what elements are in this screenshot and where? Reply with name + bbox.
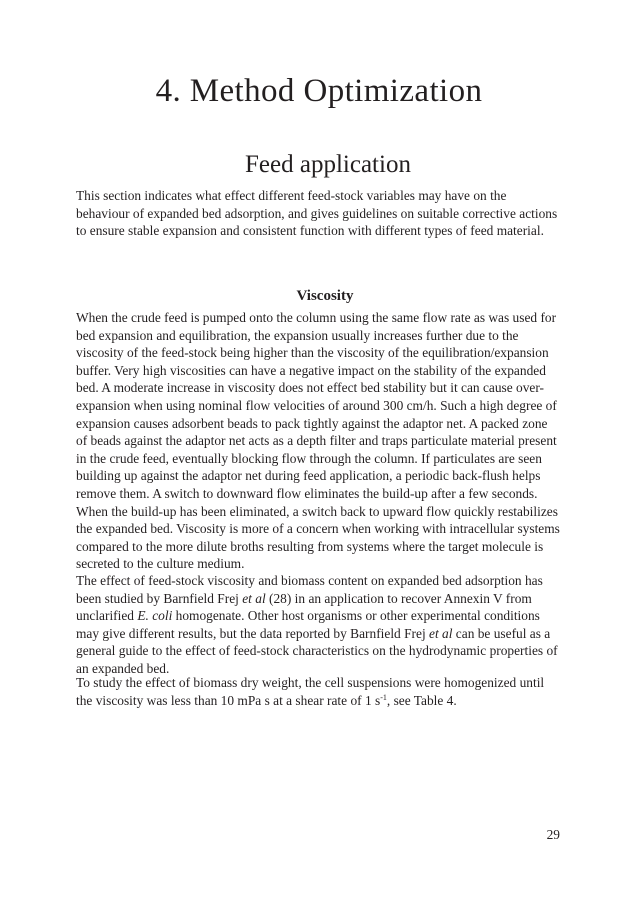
viscosity-paragraph-3 — [76, 674, 560, 709]
paragraph-2-text-3: homogenate. Other host organisms or other experimental conditions may give different results, but the data reported by Barnfield Frej — [76, 608, 540, 641]
paragraph-2-text-1: The effect of feed-stock viscosity and biomass content on expanded bed adsorption has been studied by Barnfield Frej — [76, 573, 543, 606]
paragraph-2-text-2: (28) in an application to recover Annexin V from unclarified — [76, 590, 532, 624]
paragraph-2-et-al-1: et al — [242, 590, 266, 606]
page-number: 29 — [546, 827, 560, 842]
viscosity-paragraph-2 — [76, 572, 560, 678]
section-intro-paragraph: This section indicates what effect different feed-stock variables may have on the behaviour of expanded bed adsorption, and gives guidelines on suitable corrective actions to ensure stable expansion and consistent function with different types of feed material. — [76, 188, 558, 239]
paragraph-2-et-al-2: et al — [429, 625, 453, 641]
paragraph-3-text-2: , see Table 4. — [386, 692, 457, 708]
paragraph-3-superscript: -1 — [380, 692, 387, 702]
viscosity-paragraph-1: When the crude feed is pumped onto the column using the same flow rate as was used for bed expansion and equilibration, the expansion usually increases further due to the viscosity of the feed-stock being higher than the viscosity of the equilibration/expansion buffer. Very high viscosities can have a negative impact on the stability of the expanded bed. A moderate increase in viscosity does not effect bed stability but it can cause over-expansion when using nominal flow velocities of around 300 cm/h. Such a high degree of expansion causes adsorbent beads to pack tightly against the adaptor net. A packed zone of beads against the adaptor net acts as a depth filter and traps particulate material present in the crude feed, eventually blocking flow through the column. If particulates are seen building up against the adaptor net during feed application, a periodic back-flush helps remove them. A switch to downward flow eliminates the build-up after a few seconds. When the build-up has been eliminated, a switch back to upward flow quickly restabilizes the expanded bed. Viscosity is more of a concern when working with intracellular systems compared to the more dilute broths resulting from systems where the target molecule is secreted to the culture medium. — [76, 310, 560, 572]
paragraph-2-text-4: can be useful as a general guide to the effect of feed-stock characteristics on the hydrodynamic properties of an expanded bed. — [76, 625, 558, 676]
chapter-title: 4. Method Optimization — [155, 73, 483, 109]
paragraph-3-text-1: To study the effect of biomass dry weight, the cell suspensions were homogenized until the viscosity was less than 10 mPa s at a shear rate of 1 s — [76, 675, 545, 708]
subsection-title-viscosity: Viscosity — [296, 288, 354, 304]
paragraph-2-e-coli: E. coli — [137, 608, 173, 624]
section-title: Feed application — [245, 151, 411, 178]
